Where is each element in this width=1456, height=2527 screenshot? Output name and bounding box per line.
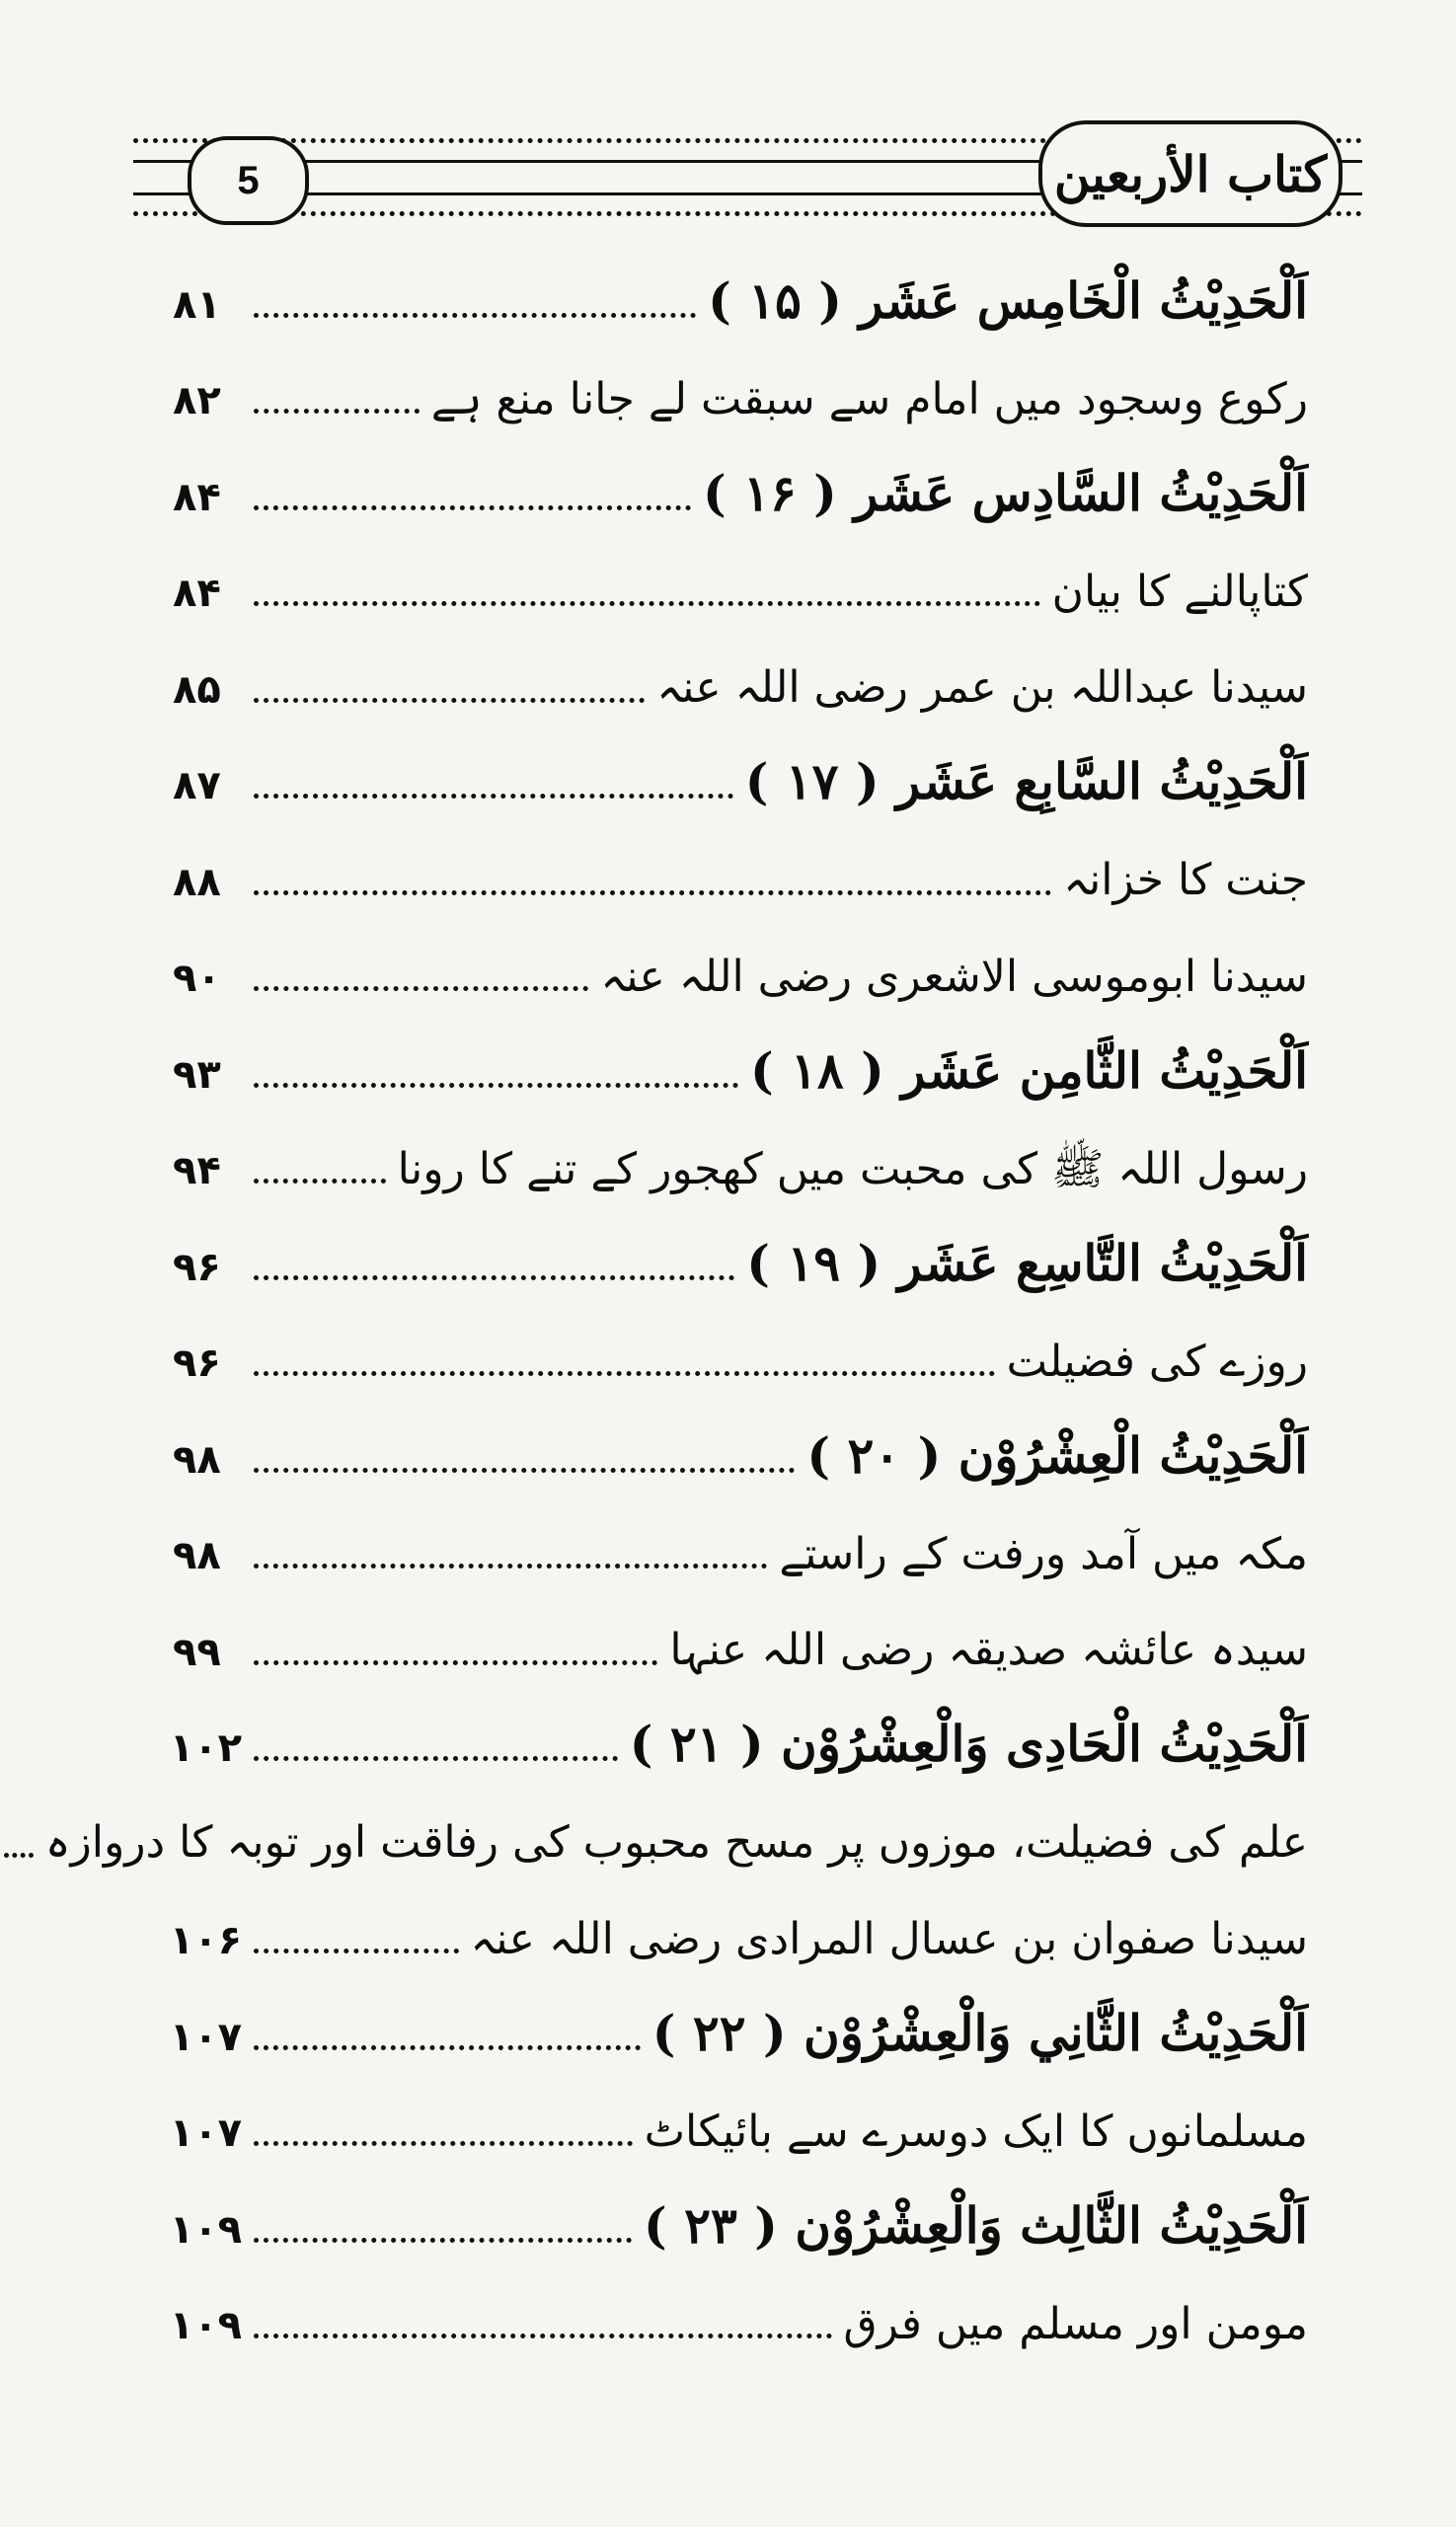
- toc-title: سیدنا ابوموسی الاشعری رضی اللہ عنہ: [600, 951, 1308, 1002]
- toc-heading-row: [173, 728, 1308, 825]
- toc-page-number: ۱۰۹: [169, 2206, 242, 2253]
- toc-page-number: ۹۹: [173, 1629, 221, 1675]
- toc-entry-row: [169, 2268, 1308, 2365]
- toc-title: مکہ میں آمد ورفت کے راستے: [779, 1528, 1308, 1579]
- toc-dot-leader: [254, 1949, 459, 1953]
- toc-entry-row: [173, 344, 1308, 440]
- toc-entry-row: [173, 632, 1308, 728]
- page-number: 5: [237, 158, 260, 202]
- toc-title: اَلْحَدِیْثُ السَّابِع عَشَر ( ۱۷ ): [744, 752, 1308, 810]
- toc-title: اَلْحَدِیْثُ الثَّانِي وَالْعِشْرُوْن ( ۲۲ ): [651, 2003, 1308, 2062]
- toc-title: علم کی فضیلت، موزوں پر مسح محبوب کی رفاقت اور توبہ کا دروازہ: [44, 1817, 1308, 1869]
- toc-page-number: ۱۰۹: [169, 2303, 242, 2348]
- toc-dot-leader: [254, 1275, 734, 1280]
- toc-title: سیدہ عائشہ صدیقہ رضی اللہ عنہا: [669, 1625, 1308, 1676]
- toc-entry-row: [44, 1787, 1308, 1883]
- toc-title: اَلْحَدِیْثُ الثَّالِث وَالْعِشْرُوْن ( ۲۳ ): [644, 2195, 1308, 2255]
- toc-dot-leader: [254, 794, 733, 799]
- toc-page-number: ۱۰۷: [169, 2014, 242, 2060]
- toc-page-number: ۹۰: [173, 956, 221, 1001]
- toc-heading-row: [169, 1691, 1308, 1788]
- toc-page-number: ۱۰۶: [169, 1918, 242, 1963]
- toc-title: اَلْحَدِیْثُ السَّادِس عَشَر ( ۱۶ ): [702, 463, 1308, 522]
- toc-entry-row: [173, 824, 1308, 921]
- toc-dot-leader: [254, 2334, 832, 2338]
- toc-dot-leader: [254, 2141, 633, 2146]
- toc-dot-leader: [4, 1853, 34, 1858]
- toc-dot-leader: [254, 1756, 618, 1761]
- toc-title: مسلمانوں کا ایک دوسرے سے بائیکاٹ: [644, 2106, 1308, 2157]
- toc-title: سیدنا عبداللہ بن عمر رضی اللہ عنہ: [656, 662, 1308, 714]
- toc-dot-leader: [254, 1371, 995, 1376]
- toc-dot-leader: [254, 601, 1040, 606]
- toc-page-number: ۹۸: [173, 1533, 221, 1578]
- page-number-badge: [188, 136, 309, 225]
- toc-page-number: ۹۶: [173, 1340, 221, 1386]
- toc-heading-row: [169, 1979, 1308, 2076]
- toc-heading-row: [173, 1209, 1308, 1306]
- toc-dot-leader: [254, 1564, 767, 1569]
- toc-page-number: ۸۴: [173, 474, 221, 520]
- toc-heading-row: [173, 1017, 1308, 1113]
- toc-entry-row: [173, 1306, 1308, 1403]
- toc-entry-row: [173, 1113, 1308, 1210]
- toc-heading-row: [173, 247, 1308, 344]
- toc-dot-leader: [254, 986, 588, 991]
- toc-title: اَلْحَدِیْثُ الْحَادِی وَالْعِشْرُوْن ( ۲۱ ): [629, 1715, 1308, 1773]
- book-title-badge: [1038, 120, 1342, 227]
- toc-entry-row: [173, 536, 1308, 633]
- toc-entry-row: [173, 921, 1308, 1018]
- toc-title: جنت کا خزانہ: [1063, 855, 1308, 906]
- toc-heading-row: [173, 1402, 1308, 1498]
- toc-page-number: ۱۰۷: [169, 2110, 242, 2156]
- toc-page-number: ۸۴: [173, 571, 221, 616]
- toc-heading-row: [173, 439, 1308, 536]
- toc-title: اَلْحَدِیْثُ التَّاسِع عَشَر ( ۱۹ ): [746, 1233, 1308, 1292]
- toc-title: رسول اللہ ﷺ کی محبت میں کھجور کے تنے کا رونا: [397, 1143, 1308, 1194]
- toc-dot-leader: [254, 2238, 632, 2243]
- toc-dot-leader: [254, 505, 691, 510]
- toc-title: سیدنا صفوان بن عسال المرادی رضی اللہ عنہ: [470, 1913, 1308, 1964]
- toc-dot-leader: [254, 2045, 641, 2050]
- toc-page-number: ۸۲: [173, 378, 221, 423]
- toc-entry-row: [173, 1498, 1308, 1595]
- toc-page-number: ۸۸: [173, 859, 221, 905]
- toc-entry-row: [169, 2076, 1308, 2173]
- toc-page-number: ۱۰۲: [169, 1725, 242, 1771]
- toc-page-number: ۸۱: [173, 281, 221, 328]
- toc-dot-leader: [254, 698, 645, 703]
- toc-title: مومن اور مسلم میں فرق: [843, 2298, 1308, 2349]
- toc-page-number: ۹۴: [173, 1148, 221, 1193]
- toc-dot-leader: [254, 313, 696, 318]
- book-title: کتاب الأربعین: [1053, 144, 1328, 203]
- toc-dot-leader: [254, 1660, 657, 1665]
- table-of-contents: [44, 247, 1308, 2364]
- toc-title: اَلْحَدِیْثُ الثَّامِن عَشَر ( ۱۸ ): [749, 1040, 1308, 1100]
- toc-entry-row: [173, 1594, 1308, 1691]
- toc-title: کتاپالنے کا بیان: [1051, 566, 1308, 617]
- toc-page-number: ۹۸: [173, 1436, 221, 1483]
- toc-title: اَلْحَدِیْثُ الْعِشْرُوْن ( ۲۰ ): [806, 1425, 1308, 1485]
- toc-title: رکوع وسجود میں امام سے سبقت لے جانا منع ہے: [430, 373, 1308, 424]
- toc-title: روزے کی فضیلت: [1006, 1336, 1308, 1387]
- toc-dot-leader: [254, 1179, 386, 1184]
- toc-heading-row: [169, 2172, 1308, 2268]
- toc-dot-leader: [254, 890, 1051, 895]
- toc-page-number: ۹۶: [173, 1244, 221, 1290]
- toc-page-number: ۸۷: [173, 763, 221, 808]
- toc-dot-leader: [254, 1083, 738, 1088]
- toc-dot-leader: [254, 409, 420, 414]
- page-header: [118, 109, 1362, 242]
- toc-page-number: ۹۳: [173, 1051, 221, 1098]
- toc-title: اَلْحَدِیْثُ الْخَامِس عَشَر ( ۱۵ ): [708, 270, 1308, 330]
- toc-dot-leader: [254, 1468, 795, 1473]
- toc-page-number: ۸۵: [173, 666, 221, 713]
- toc-entry-row: [169, 1883, 1308, 1980]
